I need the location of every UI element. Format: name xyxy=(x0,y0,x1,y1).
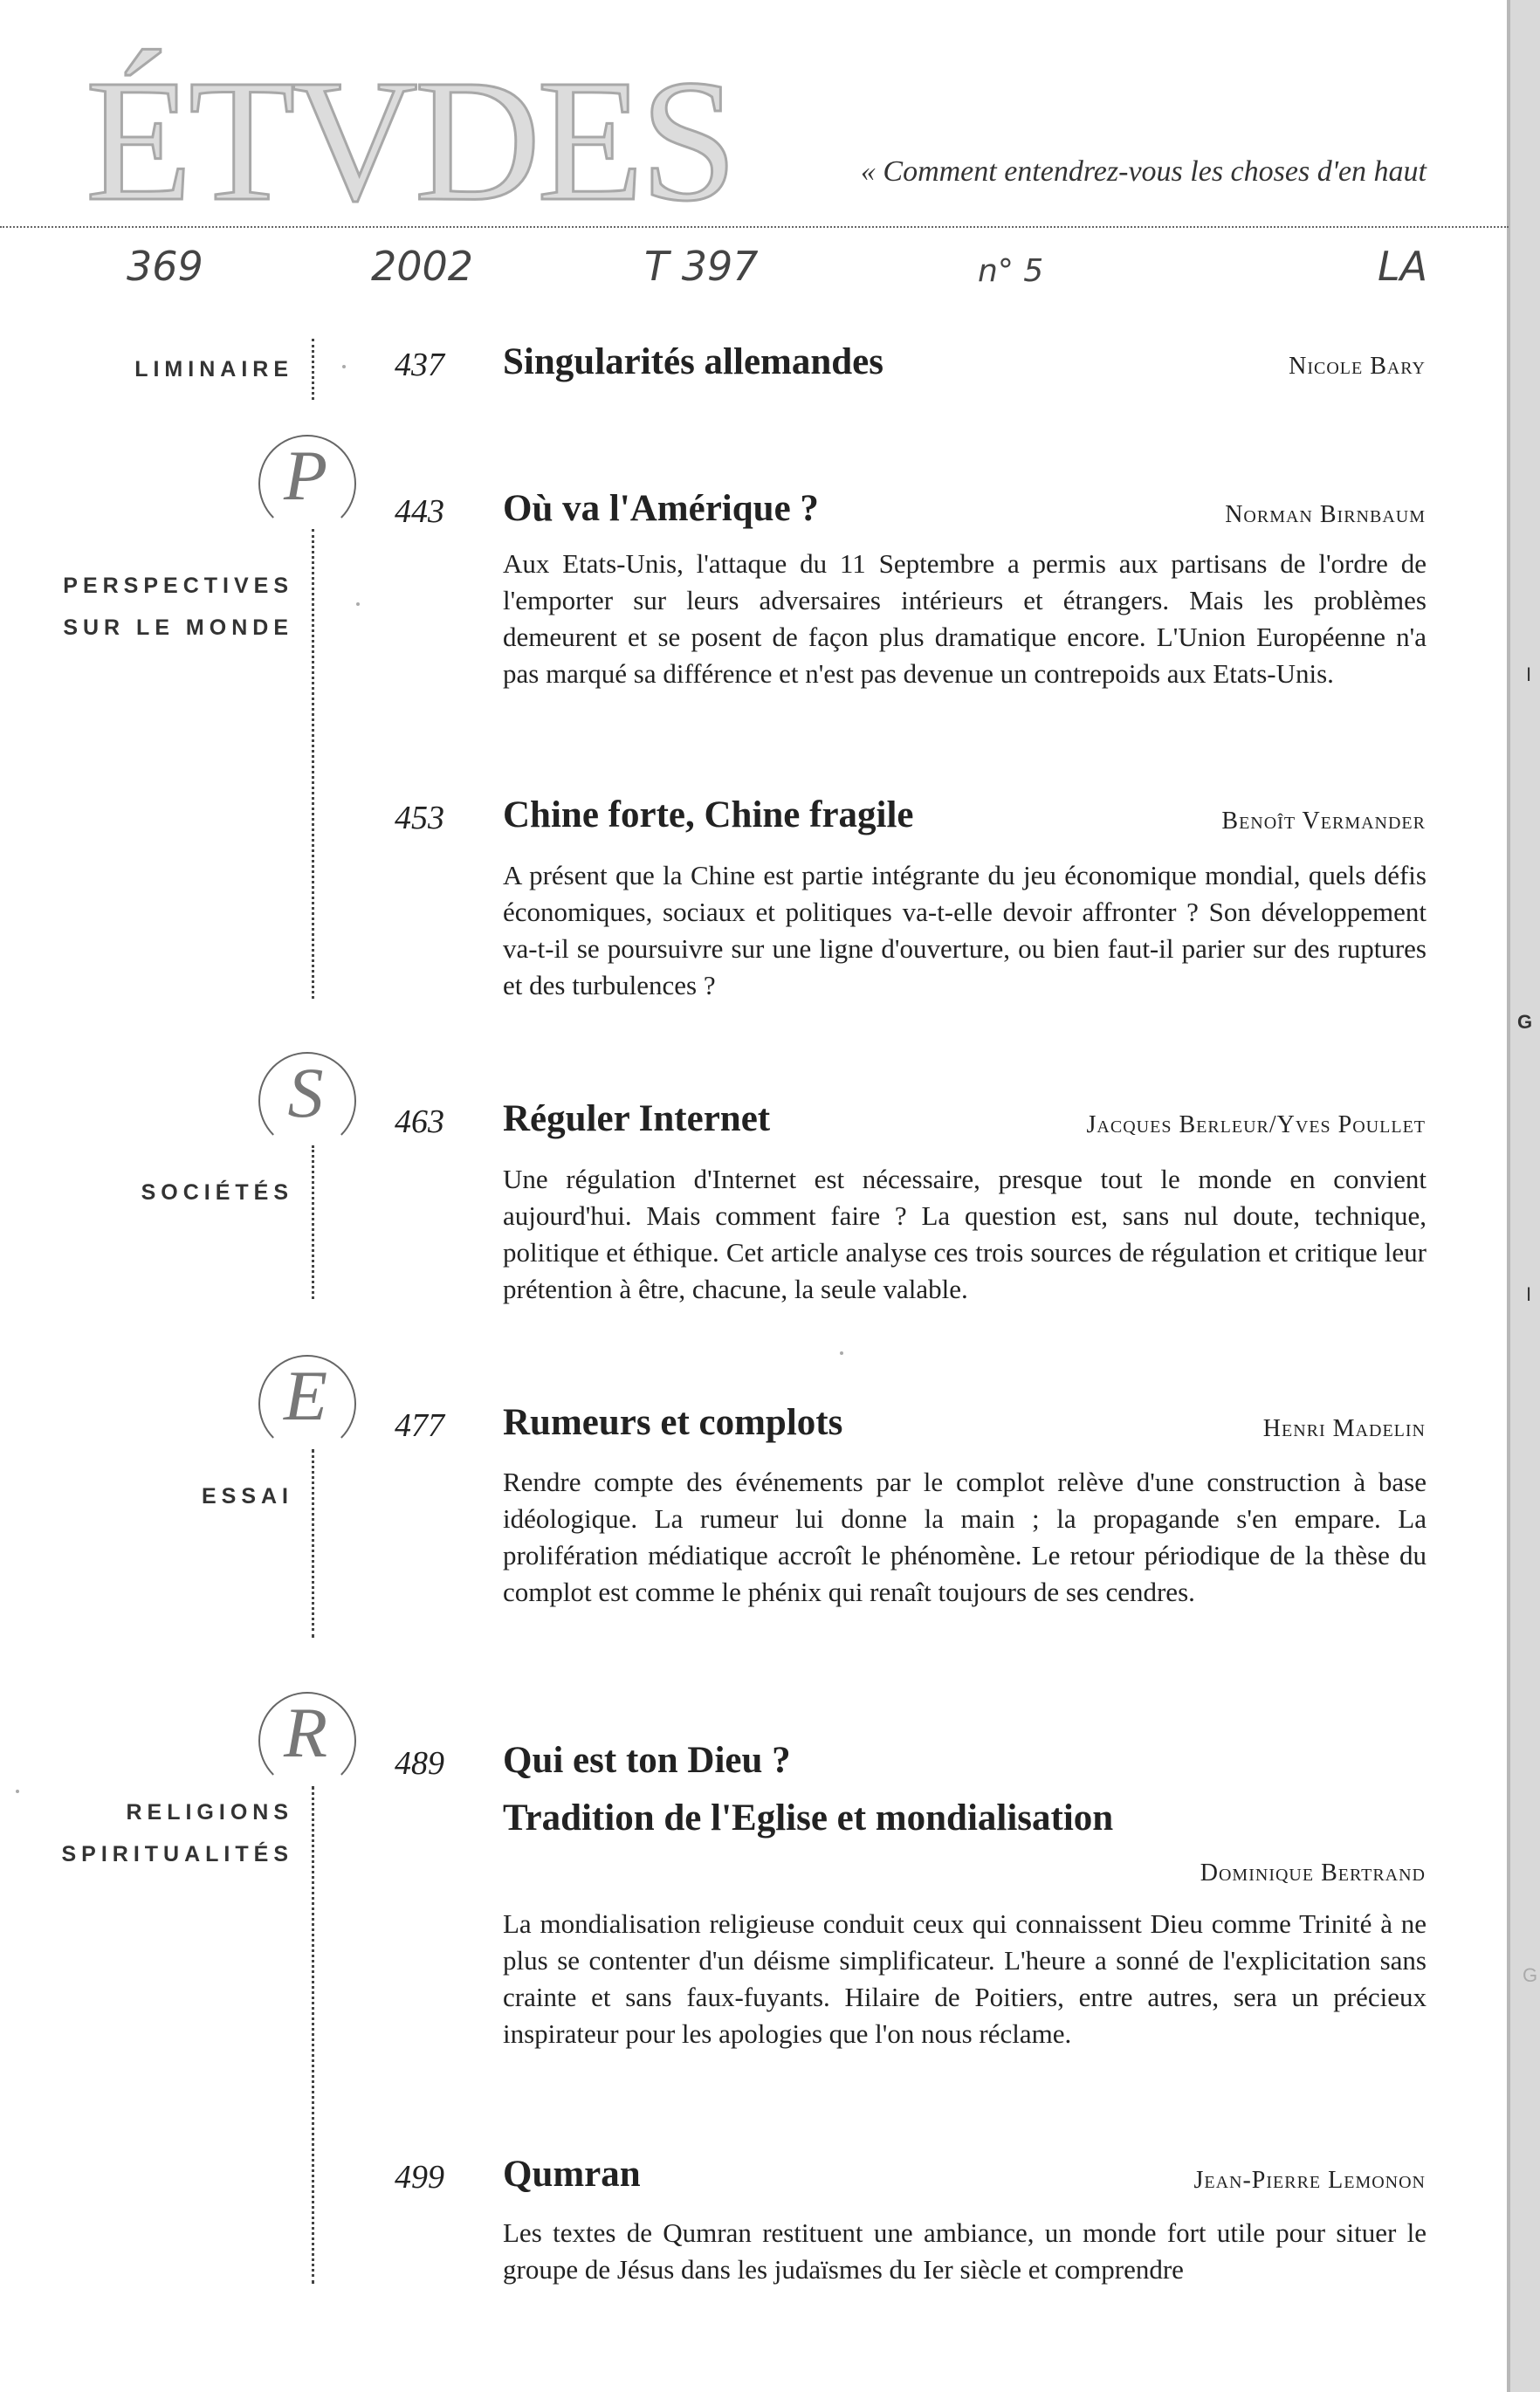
initial-letter: E xyxy=(283,1356,328,1435)
article-page-number: 489 xyxy=(395,1745,444,1782)
masthead-logo: ÉTVDES xyxy=(86,45,734,237)
handwritten-year: 2002 xyxy=(371,243,474,290)
initial-letter: P xyxy=(283,436,328,515)
initial-letter: R xyxy=(283,1693,328,1772)
section-label-liminaire: LIMINAIRE xyxy=(134,357,293,381)
scan-speck xyxy=(840,1351,843,1355)
article-author: Jean-Pierre Lemonon xyxy=(1193,2167,1426,2194)
section-label-perspectives: PERSPECTIVES SUR LE MONDE xyxy=(63,574,293,640)
scan-speck xyxy=(16,1790,19,1793)
section-initial-s xyxy=(253,1052,367,1139)
article-author: Nicole Bary xyxy=(1289,353,1426,380)
scan-speck xyxy=(342,365,346,368)
section-initial-r xyxy=(253,1692,367,1779)
article-page-number: 463 xyxy=(395,1103,444,1140)
article-author: Henri Madelin xyxy=(1262,1415,1426,1442)
edge-mark: I xyxy=(1526,663,1532,685)
section-rule xyxy=(312,1449,314,1638)
article-title: Qui est ton Dieu ? xyxy=(503,1740,791,1781)
article-title: Où va l'Amérique ? xyxy=(503,488,819,529)
edge-mark: G xyxy=(1517,1011,1533,1033)
section-initial-e xyxy=(253,1355,367,1442)
initial-letter: S xyxy=(287,1053,324,1132)
header-rule xyxy=(0,226,1509,228)
article-abstract: La mondialisation religieuse conduit ceux qui connaissent Dieu comme Trinité à ne plus se contenter d'un déisme simplificateur. L'heure a sonné de l'explicitation sans crainte et sans faux-fuyants. Hilaire de Poitiers, entre autres, sera un précieux inspirateur pour les apologies que l'on nous réclame. xyxy=(503,1908,1427,2049)
section-rule xyxy=(312,529,314,999)
article-page-number: 437 xyxy=(395,347,444,383)
article-abstract: Une régulation d'Internet est nécessaire, presque tout le monde en convient aujourd'hui. Mais comment faire ? La question est, sans nul doute, technique, politique et éthique. Cet article analyse ces trois sources de régulation et critique leur prétention à être, chacune, la seule valable. xyxy=(503,1164,1427,1304)
article-author: Dominique Bertrand xyxy=(1200,1859,1426,1887)
section-initial-p xyxy=(253,435,367,522)
article-author: Benoît Vermander xyxy=(1221,808,1426,835)
article-title: Rumeurs et complots xyxy=(503,1402,843,1443)
article-abstract: Les textes de Qumran restituent une ambiance, un monde fort utile pour situer le groupe de Jésus dans les judaïsmes du Ier siècle et comprendre xyxy=(503,2217,1427,2285)
article-page-number: 499 xyxy=(395,2159,444,2196)
article-abstract: A présent que la Chine est partie intégrante du jeu économique mondial, quels défis économiques, sociaux et politiques va-t-elle devoir affronter ? Son développement va-t-il se poursuivre sur une ligne d'ouverture, ou bien faut-il parier sur des ruptures et des turbulences ? xyxy=(503,860,1427,1000)
handwritten-code: LA xyxy=(1378,243,1428,290)
section-rule xyxy=(312,339,314,400)
section-rule xyxy=(312,1786,314,2284)
article-page-number: 443 xyxy=(395,493,444,530)
article-title: Singularités allemandes xyxy=(503,341,884,382)
article-author: Jacques Berleur/Yves Poullet xyxy=(1086,1111,1426,1138)
handwritten-tome: T 397 xyxy=(644,243,759,290)
article-subtitle: Tradition de l'Eglise et mondialisation xyxy=(503,1797,1114,1839)
edge-mark: G xyxy=(1523,1964,1538,1986)
scan-speck xyxy=(356,602,360,606)
article-abstract: Rendre compte des événements par le complot relève d'une construction à base idéologique. La rumeur lui donne la main ; la propagande s'en empare. La prolifération médiatique accroît le phénomène. Le retour périodique de la thèse du complot est comme le phénix qui renaît toujours de ses cendres. xyxy=(503,1467,1427,1607)
article-page-number: 453 xyxy=(395,800,444,836)
handwritten-number: n° 5 xyxy=(978,253,1044,289)
page-edge xyxy=(1509,0,1540,2392)
page-edge-shadow xyxy=(1507,0,1510,2392)
article-page-number: 477 xyxy=(395,1407,444,1444)
article-title: Réguler Internet xyxy=(503,1098,771,1139)
masthead-motto: « Comment entendrez-vous les choses d'en haut xyxy=(860,155,1427,188)
section-label-essai: ESSAI xyxy=(201,1484,293,1509)
article-title: Qumran xyxy=(503,2154,641,2195)
section-rule xyxy=(312,1145,314,1299)
section-label-religions: RELIGIONS SPIRITUALITÉS xyxy=(61,1800,293,1866)
article-author: Norman Birnbaum xyxy=(1225,501,1426,528)
edge-mark: I xyxy=(1526,1283,1532,1305)
article-abstract: Aux Etats-Unis, l'attaque du 11 Septembre a permis aux partisans de l'ordre de l'emporter sur leurs adversaires intérieurs et étrangers. Mais les problèmes demeurent et se posent de façon plus dramatique encore. L'Union Européenne n'a pas marqué sa différence et n'est pas devenue un contrepoids aux Etats-Unis. xyxy=(503,548,1427,689)
handwritten-volume: 369 xyxy=(127,243,203,290)
article-title: Chine forte, Chine fragile xyxy=(503,794,914,835)
section-label-societes: SOCIÉTÉS xyxy=(141,1180,293,1205)
